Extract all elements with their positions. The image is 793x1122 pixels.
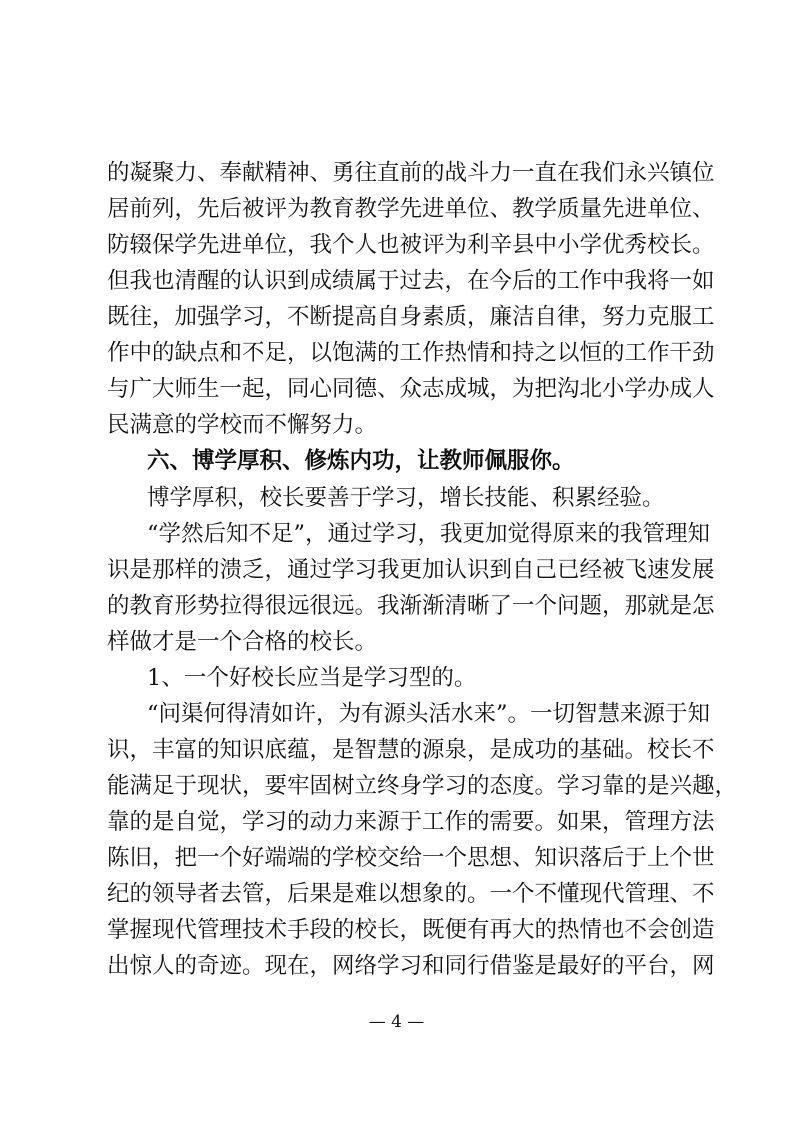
body-text-line: 样做才是一个合格的校长。 [107,629,378,655]
body-text-line: 掌握现代管理技术手段的校长，既便有再大的热情也不会创造 [107,917,715,943]
body-text-line: 居前列，先后被评为教育教学先进单位、教学质量先进单位、 [107,196,715,222]
body-text-line: 纪的领导者去管，后果是难以想象的。一个不懂现代管理、不 [107,881,715,907]
body-text-line: 靠的是自觉，学习的动力来源于工作的需要。如果，管理方法 [107,809,715,835]
body-text-line: 民满意的学校而不懈努力。 [107,412,378,438]
subsection-heading: 1、一个好校长应当是学习型的。 [147,665,477,691]
body-text-line: 作中的缺点和不足，以饱满的工作热情和持之以恒的工作干劲 [107,340,715,366]
body-text-line: 但我也清醒的认识到成绩属于过去，在今后的工作中我将一如 [107,268,715,294]
body-text-line: 与广大师生一起，同心同德、众志成城，为把沟北小学办成人 [107,376,715,402]
body-text-line: 识，丰富的知识底蕴，是智慧的源泉，是成功的基础。校长不 [107,737,715,763]
body-text-line: 识是那样的溃乏，通过学习我更加认识到自己已经被飞速发展 [107,557,715,583]
body-text-line: “学然后知不足”，通过学习，我更加觉得原来的我管理知 [147,521,711,547]
body-text-line: “问渠何得清如许，为有源头活水来”。一切智慧来源于知 [147,701,711,727]
body-text-line: 能满足于现状，要牢固树立终身学习的态度。学习靠的是兴趣， [107,773,738,799]
body-text-line: 出惊人的奇迹。现在，网络学习和同行借鉴是最好的平台，网 [107,953,715,979]
body-text-line: 陈旧，把一个好端端的学校交给一个思想、知识落后于上个世 [107,845,715,871]
page-number: — 4 — [368,1012,425,1032]
section-heading: 六、博学厚积、修炼内功，让教师佩服你。 [147,448,575,474]
body-text-line: 防辍保学先进单位，我个人也被评为利辛县中小学优秀校长。 [107,232,715,258]
body-text-line: 既往，加强学习，不断提高自身素质，廉洁自律，努力克服工 [107,304,715,330]
body-text-line: 博学厚积，校长要善于学习，增长技能、积累经验。 [147,485,665,511]
body-text-line: 的教育形势拉得很远很远。我渐渐清晰了一个问题，那就是怎 [107,593,715,619]
body-text-line: 的凝聚力、奉献精神、勇往直前的战斗力一直在我们永兴镇位 [107,160,715,186]
